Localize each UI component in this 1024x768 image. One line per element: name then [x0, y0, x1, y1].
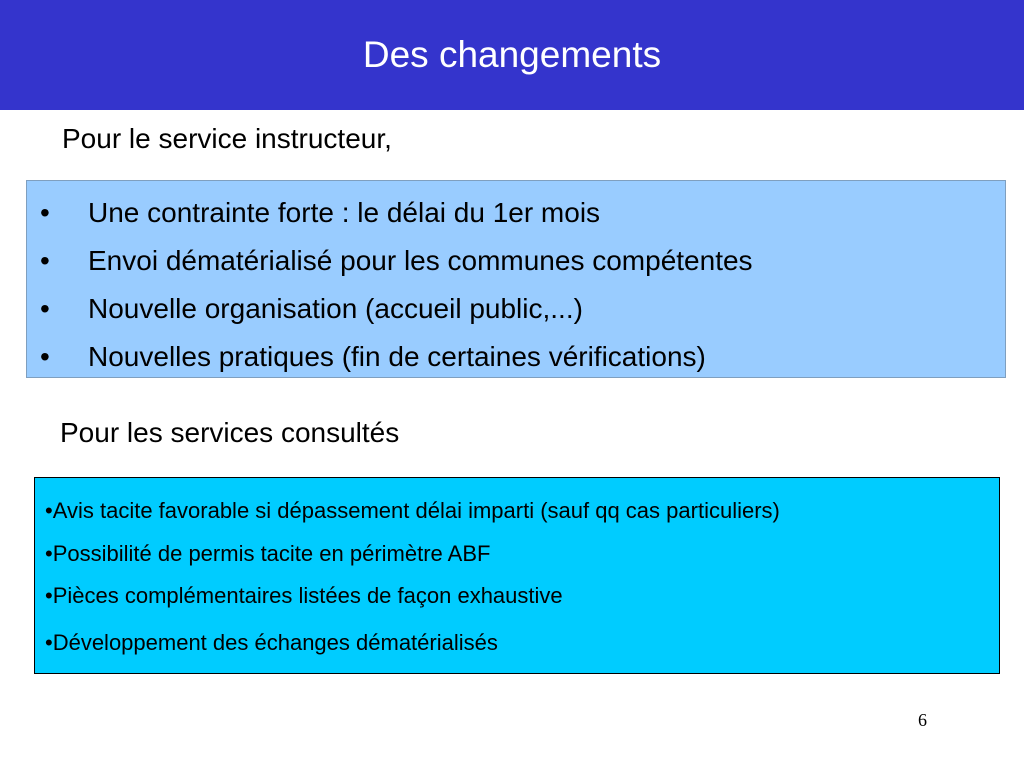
list-item: •Développement des échanges dématérialisés — [45, 630, 498, 655]
instructeur-list — [27, 181, 1005, 381]
list-item-text: Nouvelles pratiques (fin de certaines vérifications) — [88, 341, 706, 372]
section-heading-consultes: Pour les services consultés — [60, 417, 400, 448]
list-item — [27, 333, 1005, 381]
title-bar — [0, 0, 1024, 110]
bullet: • — [40, 293, 50, 324]
list-item — [27, 285, 1005, 333]
list-item — [27, 237, 1005, 285]
slide-title: Des changements — [362, 34, 662, 75]
list-item — [27, 189, 1005, 237]
bullet: • — [40, 245, 50, 276]
bullet: • — [40, 341, 50, 372]
instructeur-list-box — [26, 180, 1006, 378]
bullet: • — [40, 197, 50, 228]
section-heading-instructeur: Pour le service instructeur, — [62, 123, 392, 154]
list-item-text: Nouvelle organisation (accueil public,...) — [88, 293, 583, 324]
list-item: •Possibilité de permis tacite en périmètre ABF — [45, 541, 491, 566]
list-item: •Avis tacite favorable si dépassement délai imparti (sauf qq cas particuliers) — [45, 498, 780, 523]
list-item-text: Envoi dématérialisé pour les communes compétentes — [88, 245, 753, 276]
consultes-list-box — [34, 477, 1000, 674]
list-item-text: Une contrainte forte : le délai du 1er mois — [88, 197, 601, 228]
page-number: 6 — [918, 710, 927, 730]
list-item: •Pièces complémentaires listées de façon exhaustive — [45, 583, 563, 608]
